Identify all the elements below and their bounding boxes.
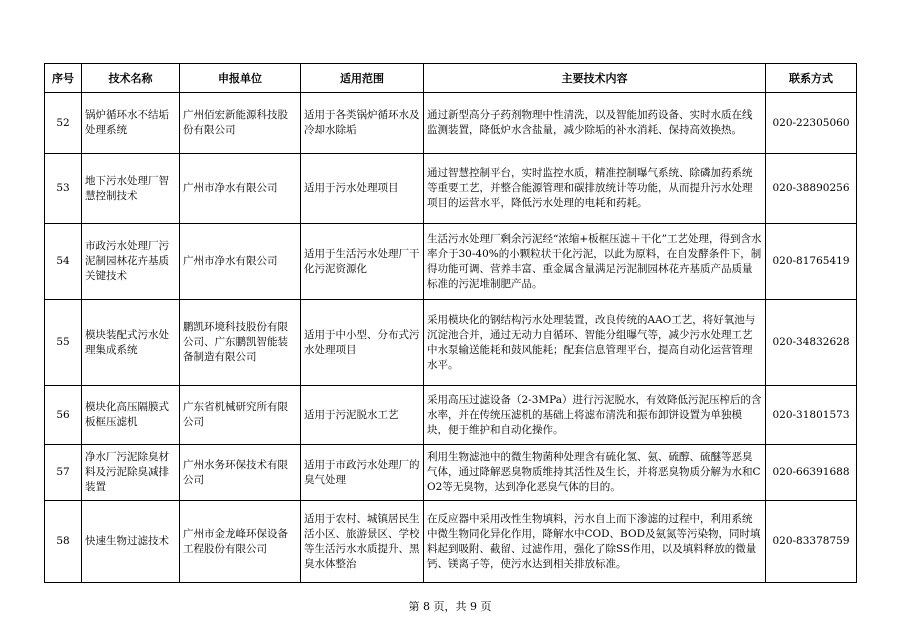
header-tech-name: 技术名称 [82,64,180,93]
row-no: 53 [45,154,82,224]
row-phone: 020-34832628 [766,300,857,386]
row-content: 采用模块化的钢结构污水处理装置，改良传统的AAO工艺，将好氧池与沉淀池合并，通过无动力自循环、智能分组曝气等，减少污水处理工艺中水泵输送能耗和鼓风能耗；配套信息管理平台，提高自动化运营管理水平。 [424,300,766,386]
page-number: 第 8 页，共 9 页 [408,600,492,613]
row-no: 58 [45,501,82,583]
row-no: 56 [45,386,82,445]
header-content: 主要技术内容 [424,64,766,93]
row-phone: 020-83378759 [766,501,857,583]
row-scope: 适用于市政污水处理厂的臭气处理 [301,445,424,501]
row-scope: 适用于污水处理项目 [301,154,424,224]
header-scope: 适用范围 [301,64,424,93]
row-scope: 适用于中小型、分布式污水处理项目 [301,300,424,386]
row-unit: 广州佰宏新能源科技股份有限公司 [180,93,301,154]
table-row [45,300,857,386]
header-unit: 申报单位 [180,64,301,93]
technology-table [44,63,857,583]
row-no: 55 [45,300,82,386]
row-unit: 广东省机械研究所有限公司 [180,386,301,445]
row-content: 通过新型高分子药剂物理中性清洗，以及智能加药设备、实时水质在线监测装置，降低炉水含盐量，减少除垢的补水消耗、保持高效换热。 [424,93,766,154]
row-unit: 广州市金龙峰环保设备工程股份有限公司 [180,501,301,583]
table-row [45,154,857,224]
row-scope: 适用于污泥脱水工艺 [301,386,424,445]
table-row [45,224,857,300]
row-no: 57 [45,445,82,501]
row-unit: 广州水务环保技术有限公司 [180,445,301,501]
row-tech-name: 锅炉循环水不结垢处理系统 [82,93,180,154]
row-scope: 适用于农村、城镇居民生活小区、旅游景区、学校等生活污水水质提升、黑臭水体整治 [301,501,424,583]
row-phone: 020-81765419 [766,224,857,300]
row-tech-name: 快速生物过滤技术 [82,501,180,583]
row-scope: 适用于各类锅炉循环水及冷却水除垢 [301,93,424,154]
table-header-row [45,64,857,93]
row-phone: 020-66391688 [766,445,857,501]
row-unit: 广州市净水有限公司 [180,224,301,300]
row-no: 54 [45,224,82,300]
row-content: 在反应器中采用改性生物填料，污水自上而下渗滤的过程中，利用系统中微生物同化异化作用，降解水中COD、BOD及氨氮等污染物，同时填料起到吸附、截留、过滤作用，强化了除SS作用，以及填料释放的微量钙、镁离子等，使污水达到相关排放标准。 [424,501,766,583]
row-scope: 适用于生活污水处理厂干化污泥资源化 [301,224,424,300]
row-phone: 020-22305060 [766,93,857,154]
row-content: 通过智慧控制平台，实时监控水质，精准控制曝气系统、除磷加药系统等重要工艺，并整合能源管理和碳排放统计等功能，从而提升污水处理项目的运营水平，降低污水处理的电耗和药耗。 [424,154,766,224]
row-phone: 020-31801573 [766,386,857,445]
row-content: 生活污水处理厂剩余污泥经“浓缩+板框压滤＋干化”工艺处理，得到含水率介于30-40%的小颗粒状干化污泥，以此为原料，在自发酵条件下，制得功能可调、营养丰富、重金属含量满足污泥制园林花卉基质产品质量标准的污泥堆制肥产品。 [424,224,766,300]
row-unit: 广州市净水有限公司 [180,154,301,224]
header-contact: 联系方式 [766,64,857,93]
table-row [45,93,857,154]
table-row [45,445,857,501]
row-phone: 020-38890256 [766,154,857,224]
row-no: 52 [45,93,82,154]
row-tech-name: 模块化高压隔膜式板框压滤机 [82,386,180,445]
row-tech-name: 市政污水处理厂污泥制园林花卉基质关键技术 [82,224,180,300]
row-tech-name: 模块装配式污水处理集成系统 [82,300,180,386]
row-tech-name: 地下污水处理厂智慧控制技术 [82,154,180,224]
header-no: 序号 [45,64,82,93]
row-unit: 鹏凯环境科技股份有限公司、广东鹏凯智能装备制造有限公司 [180,300,301,386]
table-row [45,386,857,445]
row-content: 利用生物滤池中的微生物菌种处理含有硫化氢、氨、硫醇、硫醚等恶臭气体，通过降解恶臭物质维持其活性及生长，并将恶臭物质分解为水和CO2等无臭物，达到净化恶臭气体的目的。 [424,445,766,501]
table-row [45,501,857,583]
row-tech-name: 净水厂污泥除臭材料及污泥除臭减排装置 [82,445,180,501]
row-content: 采用高压过滤设备（2-3MPa）进行污泥脱水，有效降低污泥压榨后的含水率，并在传统压滤机的基础上将滤布清洗和振布卸饼设置为单独模块，便于维护和自动化操作。 [424,386,766,445]
